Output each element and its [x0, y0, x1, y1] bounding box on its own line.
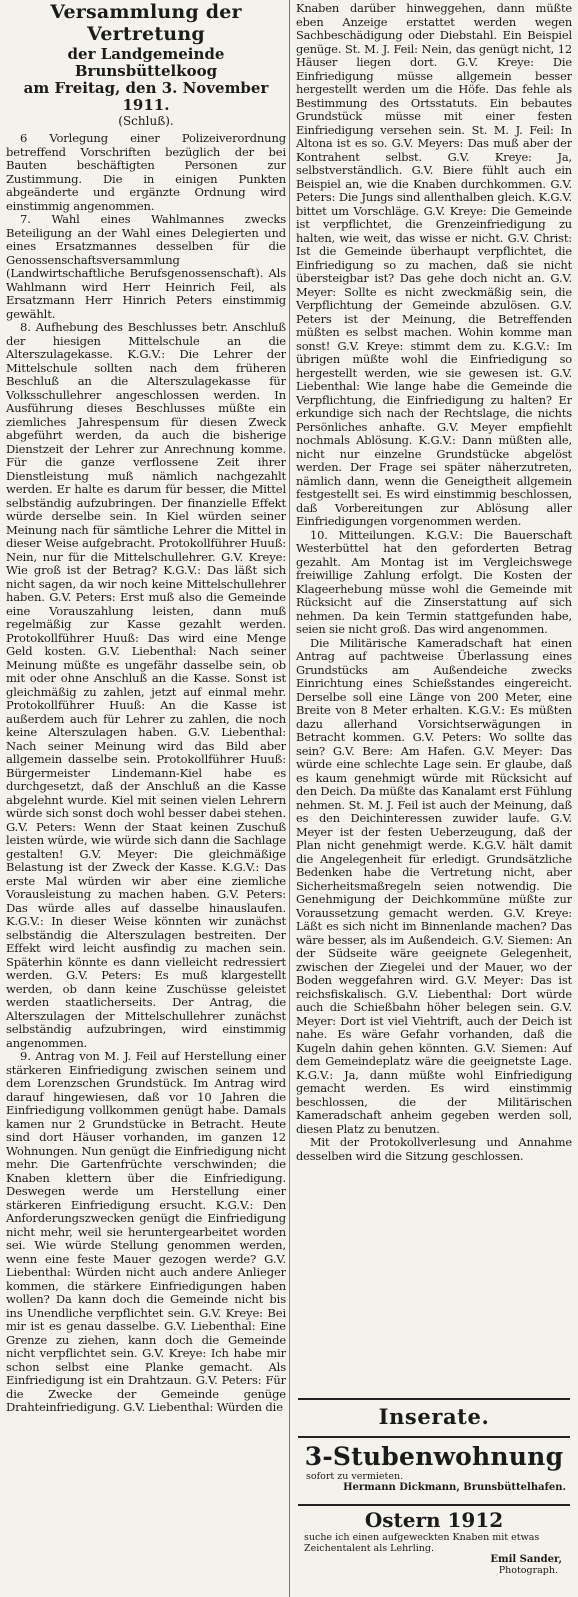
ad-apprentice: [296, 1508, 572, 1576]
ad1-top-rule: [298, 1436, 570, 1438]
ad-apartment-text: sofort zu vermieten.: [306, 1471, 404, 1482]
paragraph-item-9-continued: Knaben darüber hinweggehen, dann müßte eben Anzeige erstattet werden wegen Sachbeschädigung oder Diebstahl. Ein Beispiel genüge. St. M. J. Feil: Nein, das genügt nicht, 12 Häuser liegen dort. G.V. Kreye: Die Einfriedigung müsse allgemein besser hergestellt werden um die Höfe. Das fehle als Bestimmung des Ortsstatuts. Ein bebautes Grundstück müsse mit einer festen Einfriedigung versehen sein. St. M. J. Feil: In Altona ist es so. G.V. Meyers: Das muß aber der Kontrahent selbst. G.V. Kreye: Ja, selbstverständlich. G.V. Biere fühlt auch ein Beispiel an, wie die Knaben durchkommen. G.V. Peters: Die Jungs sind allenthalben gleich. K.G.V. bittet um Vorschläge. G.V. Kreye: Die Gemeinde ist verpflichtet, die Grenzeinfriedigung zu halten, wie weit, das wisse er nicht. G.V. Christ: Ist die Gemeinde überhaupt verpflichtet, die Einfriedigung so zu machen, daß sie nicht übersteigbar ist? Das gehe doch nicht an. G.V. Meyer: Sollte es nicht zweckmäßig sein, die Verpflichtung der Gemeinde abzulösen. G.V. Peters ist der Meinung, die Betreffenden müßten es selbst machen. Wohin komme man sonst! G.V. Kreye: stimmt dem zu. K.G.V.: Im übrigen müßte wohl die Einfriedigung so hergestellt werden, wie sie gewesen ist. G.V. Liebenthal: Wie lange habe die Gemeinde die Verpflichtung, die Einfriedigung zu halten? Er erkundige sich nach der Rechtslage, die nichts Persönliches anhafte. G.V. Meyer empfiehlt nochmals Ablösung. K.G.V.: Dann müßten alle, nicht nur einzelne Grundstücke abgelöst werden. Der Frage sei später näherzutreten, nämlich dann, wenn die Geneigtheit allgemein festgestellt sei. Es wird einstimmig beschlossen, daß Vorbereitungen zur Ablösung aller Einfriedigungen vorgenommen werden.: [296, 2, 572, 528]
paragraph-item-7: 7. Wahl eines Wahlmannes zwecks Beteiligung an der Wahl eines Delegierten und eines Ersatzmannes desselben für die Genossenschaftsversammlung (Landwirtschaftliche Berufsgenossenschaft). Als Wahlmann wird Herr Heinrich Feil, als Ersatzmann Herr Hinrich Peters einstimmig gewählt.: [6, 212, 286, 321]
article-continuation-note: (Schluß).: [118, 113, 174, 128]
article-subtitle: der Landgemeinde Brunsbüttelkoog: [67, 44, 225, 80]
right-column: [296, 2, 572, 1397]
ad-apartment: [296, 1442, 572, 1493]
ad-apartment-signature: Hermann Dickmann, Brunsbüttelhafen.: [343, 1482, 566, 1493]
ads-section: [296, 1404, 572, 1429]
paragraph-closing: Mit der Protokollverlesung und Annahme desselben wird die Sitzung geschlossen.: [296, 1135, 572, 1163]
ad-apprentice-signature-title: Photograph.: [498, 1565, 558, 1576]
paragraph-item-6: 6 Vorlegung einer Polizeiverordnung betreffend Vorschriften bezüglich der bei Bauten beschäftigten Personen zur Zustimmung. Die in einigen Punkten abgeänderte und ergänzte Ordnung wird einstimmig angenommen.: [6, 131, 286, 213]
ad-apprentice-signature: Emil Sander,: [490, 1554, 562, 1565]
paragraph-item-10: 10. Mitteilungen. K.G.V.: Die Bauerschaft Westerbüttel hat den geforderten Betrag gezahlt. Am Montag ist im Vergleichswege freiwillige Zahlung erfolgt. Die Kosten der Klageerhebung müsse wohl die Gemeinde mit Rücksicht auf die Zinserstattung auf sich nehmen. Da kein Termin stattgefunden habe, seien sie nicht groß. Das wird angenommen.: [296, 527, 572, 636]
ad-apartment-title: 3-Stubenwohnung: [304, 1442, 564, 1471]
left-column: [6, 2, 286, 1415]
paragraph-item-8: 8. Aufhebung des Beschlusses betr. Anschluß der hiesigen Mittelschule an die Alterszulagekasse. K.G.V.: Die Lehrer der Mittelschule sollten nach dem früheren Beschluß an die Alterszulagekasse für Volksschullehrer angeschlossen werden. In Ausführung dieses Beschlusses müßte ein ziemliches Jahrespensum für diesen Zweck abgeführt werden, da auch die bisherige Dienstzeit der Lehrer zur Anrechnung komme. Für die ganze verflossene Zeit ihrer Dienstleistung muß nämlich nachgezahlt werden. Er halte es darum für besser, die Mittel selbständig aufzubringen. Der finanzielle Effekt würde derselbe sein. In Kiel würden seiner Meinung nach für sämtliche Lehrer die Mittel in dieser Weise aufgebracht. Protokollführer Huuß: Nein, nur für die Mittelschullehrer. G.V. Kreye: Wie groß ist der Betrag? K.G.V.: Das läßt sich nicht sagen, da wir noch keine Mittelschullehrer haben. G.V. Peters: Erst muß also die Gemeinde eine Vorauszahlung leisten, dann muß regelmäßig zur Kasse gezahlt werden. Protokollführer Huuß: Das wird eine Menge Geld kosten. G.V. Liebenthal: Nach seiner Meinung müßte es ungefähr dasselbe sein, ob mit oder ohne Anschluß an die Kasse. Sonst ist gleichmäßig zu zahlen, jetzt auf einmal mehr. Protokollführer Huuß: An die Kasse ist außerdem auch für Lehrer zu zahlen, die noch keine Alterszulagen haben. G.V. Liebenthal: Nach seiner Meinung wird das Bild aber allgemein dasselbe sein. Protokollführer Huuß: Bürgermeister Lindemann-Kiel habe es durchgesetzt, daß der Anschluß an die Kasse abgelehnt wurde. Kiel mit seinen vielen Lehrern würde sich sonst doch wohl besser dabei stehen. G.V. Peters: Wenn der Staat keinen Zuschuß leisten würde, wie würde sich dann die Sachlage gestalten! G.V. Meyer: Die gleichmäßige Belastung ist der Zweck der Kasse. K.G.V.: Das erste Mal würden wir aber eine ziemliche Vorausleistung zu machen haben. G.V. Peters: Das würde alles auf dasselbe hinauslaufen. K.G.V.: In dieser Weise könnten wir zunächst selbständig die Alterszulagen bestreiten. Der Effekt wird leicht ausfindig zu machen sein. Späterhin könnte es dann vielleicht redressiert werden. G.V. Peters: Es muß klargestellt werden, ob dann keine Zuschüsse geleistet werden staatlicherseits. Der Antrag, die Alterszulagen der Mittelschullehrer zunächst selbständig aufzubringen, wird einstimmig angenommen.: [6, 320, 286, 1050]
paragraph-militaerische-kameradschaft: Die Militärische Kameradschaft hat einen Antrag auf pachtweise Überlassung eines Grundstücks am Außendeiche zwecks Einrichtung eines Schießstandes eingereicht. Derselbe soll eine Länge von 200 Meter, eine Breite von 8 Meter erhalten. K.G.V.: Es müßten dazu allerhand Vorsichtserwägungen in Betracht kommen. G.V. Peters: Wo sollte das sein? G.V. Bere: Am Hafen. G.V. Meyer: Das würde eine schlechte Lage sein. Er glaube, daß es kaum genehmigt würde mit Rücksicht auf den Deich. Da müßte das Kanalamt erst Fühlung nehmen. St. M. J. Feil ist auch der Meinung, daß es den Deichinteressen zuwider laufe. G.V. Meyer ist der festen Ueberzeugung, daß der Plan nicht genehmigt werde. K.G.V. hält damit die Angelegenheit für erledigt. Grundsätzliche Bedenken habe die Vertretung nicht, aber Sicherheitsmaßregeln seien notwendig. Die Genehmigung der Deichkommüne müßte zur Voraussetzung gemacht werden. G.V. Kreye: Läßt es sich nicht im Binnenlande machen? Das wäre besser, als im Außendeich. G.V. Siemen: An der Südseite wäre geeignete Gelegenheit, zwischen der Ziegelei und der Mauer, wo der Boden weggefahren wird. G.V. Meyer: Das ist reichsfiskalisch. G.V. Liebenthal: Dort würde auch die Schießbahn höher belegen sein. G.V. Meyer: Dort ist viel Viehtrift, auch der Deich ist nahe. Es wäre Gefahr vorhanden, daß die Kugeln dahin gehen könnten. G.V. Siemen: Auf dem Gemeindeplatz wäre die geeignetste Lage. K.G.V.: Ja, dann müßte wohl Einfriedigung gemacht werden. Es wird einstimmig beschlossen, die der Militärischen Kameradschaft anheim gegeben werden soll, diesen Platz zu benutzen.: [296, 635, 572, 1136]
article-title: Versammlung der Vertretung: [50, 2, 242, 45]
ad-apprentice-text: suche ich einen aufgeweckten Knaben mit etwas Zeichentalent als Lehrling.: [304, 1532, 540, 1554]
ad-apprentice-title: Ostern 1912: [364, 1508, 504, 1532]
ad2-top-rule: [298, 1504, 570, 1506]
ads-top-rule: [298, 1398, 570, 1400]
article-date: am Freitag, den 3. November 1911.: [23, 79, 269, 115]
column-divider: [289, 0, 290, 1597]
paragraph-item-9: 9. Antrag von M. J. Feil auf Herstellung einer stärkeren Einfriedigung zwischen seinem und dem Lorenzschen Grundstück. Im Antrag wird darauf hingewiesen, daß vor 10 Jahren die Einfriedigung vollkommen genügt habe. Damals kamen nur 2 Grundstücke in Betracht. Heute sind dort Häuser vorhanden, im ganzen 12 Wohnungen. Nun genügt die Einfriedigung nicht mehr. Die Gartenfrüchte verschwinden; die Knaben klettern über die Einfriedigung. Deswegen werde um Herstellung einer stärkeren Einfriedigung ersucht. K.G.V.: Den Anforderungszwecken genügt die Einfriedigung nicht mehr, weil sie heruntergearbeitet worden sei. Wie würde Stellung genommen werden, wenn eine feste Mauer gezogen werde? G.V. Liebenthal: Würden nicht auch andere Anlieger kommen, die stärkere Einfriedigungen haben wollen? Da kann doch die Gemeinde nicht bis ins Unendliche verpflichtet sein. G.V. Kreye: Bei mir ist es genau dasselbe. G.V. Liebenthal: Eine Grenze zu ziehen, kann doch die Gemeinde nicht verpflichtet sein. G.V. Kreye: Ich habe mir schon selbst eine Planke gemacht. Als Einfriedigung ist ein Drahtzaun. G.V. Peters: Für die Zwecke der Gemeinde genüge Drahteinfriedigung. G.V. Liebenthal: Würden die: [6, 1049, 286, 1415]
ads-section-title: Inserate.: [378, 1404, 490, 1429]
